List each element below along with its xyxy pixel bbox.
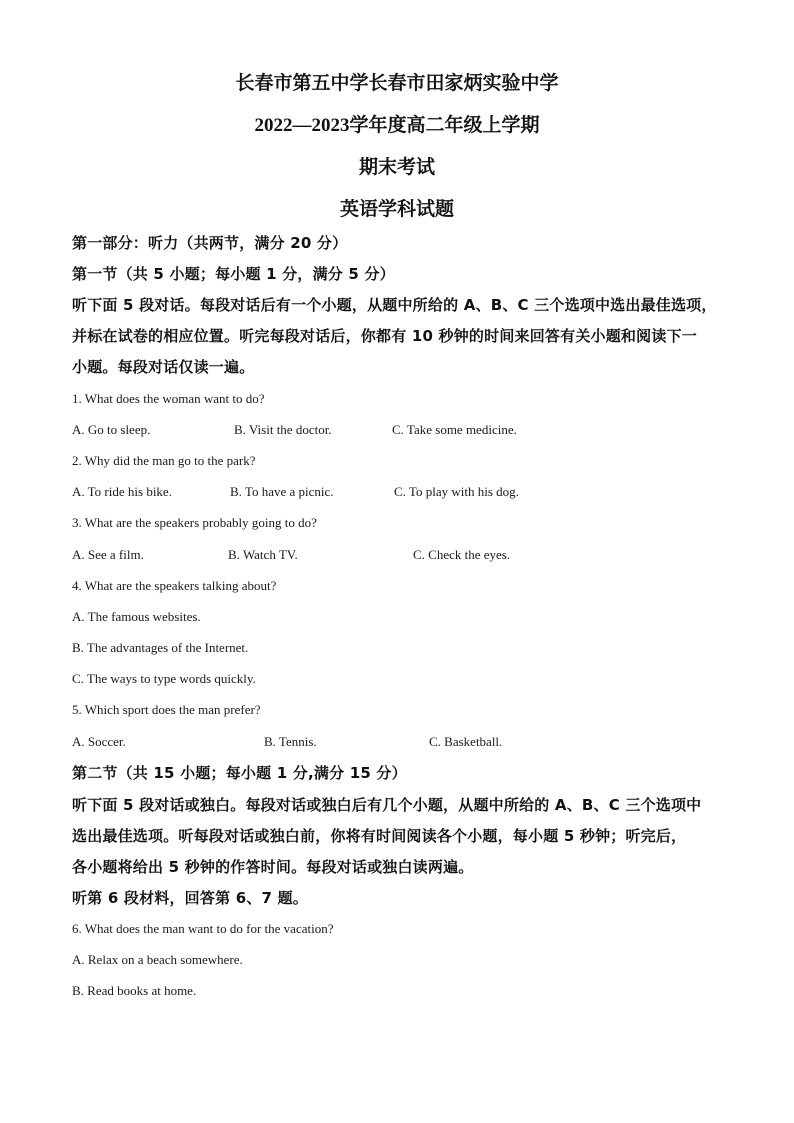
question-2-option-a: A. To ride his bike. [72, 484, 172, 499]
exam-title: 期末考试 [358, 157, 435, 178]
question-6-option-a: A. Relax on a beach somewhere. [72, 952, 243, 967]
question-6: 6. What does the man want to do for the vacation? [72, 921, 334, 936]
section2-instruction-line: 选出最佳选项。听每段对话或独白前，你将有时间阅读各个小题，每小题 5 秒钟；听完后， [72, 827, 687, 845]
question-6-option-b: B. Read books at home. [72, 983, 197, 998]
section1-instruction-line: 听下面 5 段对话。每段对话后有一个小题，从题中所给的 A、B、C 三个选项中选出最佳选项， [72, 296, 717, 314]
subject-title: 英语学科试题 [339, 199, 454, 220]
question-2: 2. Why did the man go to the park? [72, 453, 256, 468]
question-2-option-b: B. To have a picnic. [230, 484, 334, 499]
question-5-option-b: B. Tennis. [264, 734, 317, 749]
material-6-heading: 听第 6 段材料，回答第 6、7 题。 [72, 889, 309, 907]
section2-heading: 第二节（共 15 小题；每小题 1 分,满分 15 分） [72, 764, 407, 782]
school-title: 长春市第五中学长春市田家炳实验中学 [235, 73, 559, 94]
section1-instruction-line: 小题。每段对话仅读一遍。 [72, 358, 255, 376]
question-2-option-c: C. To play with his dog. [394, 484, 519, 499]
question-5: 5. Which sport does the man prefer? [72, 702, 261, 717]
question-1-option-a: A. Go to sleep. [72, 422, 151, 437]
question-1-option-b: B. Visit the doctor. [234, 422, 332, 437]
section2-instruction-line: 听下面 5 段对话或独白。每段对话或独白后有几个小题，从题中所给的 A、B、C 三个选项中 [72, 796, 702, 814]
section1-heading: 第一节（共 5 小题；每小题 1 分，满分 5 分） [72, 265, 395, 283]
question-1-option-c: C. Take some medicine. [392, 422, 517, 437]
question-4: 4. What are the speakers talking about? [72, 578, 277, 593]
term-title: 2022—2023学年度高二年级上学期 [254, 115, 540, 136]
question-5-option-a: A. Soccer. [72, 734, 126, 749]
section1-instruction-line: 并标在试卷的相应位置。听完每段对话后，你都有 10 秒钟的时间来回答有关小题和阅读下一 [72, 327, 697, 345]
question-4-option-c: C. The ways to type words quickly. [72, 671, 256, 686]
question-3-option-c: C. Check the eyes. [413, 547, 511, 562]
question-3: 3. What are the speakers probably going to do? [72, 515, 317, 530]
part1-heading: 第一部分：听力（共两节，满分 20 分） [72, 234, 348, 252]
question-3-option-b: B. Watch TV. [228, 547, 298, 562]
section2-instruction-line: 各小题将给出 5 秒钟的作答时间。每段对话或独白读两遍。 [72, 858, 474, 876]
question-4-option-a: A. The famous websites. [72, 609, 201, 624]
question-1: 1. What does the woman want to do? [72, 391, 265, 406]
question-3-option-a: A. See a film. [72, 547, 144, 562]
question-5-option-c: C. Basketball. [429, 734, 503, 749]
question-4-option-b: B. The advantages of the Internet. [72, 640, 249, 655]
